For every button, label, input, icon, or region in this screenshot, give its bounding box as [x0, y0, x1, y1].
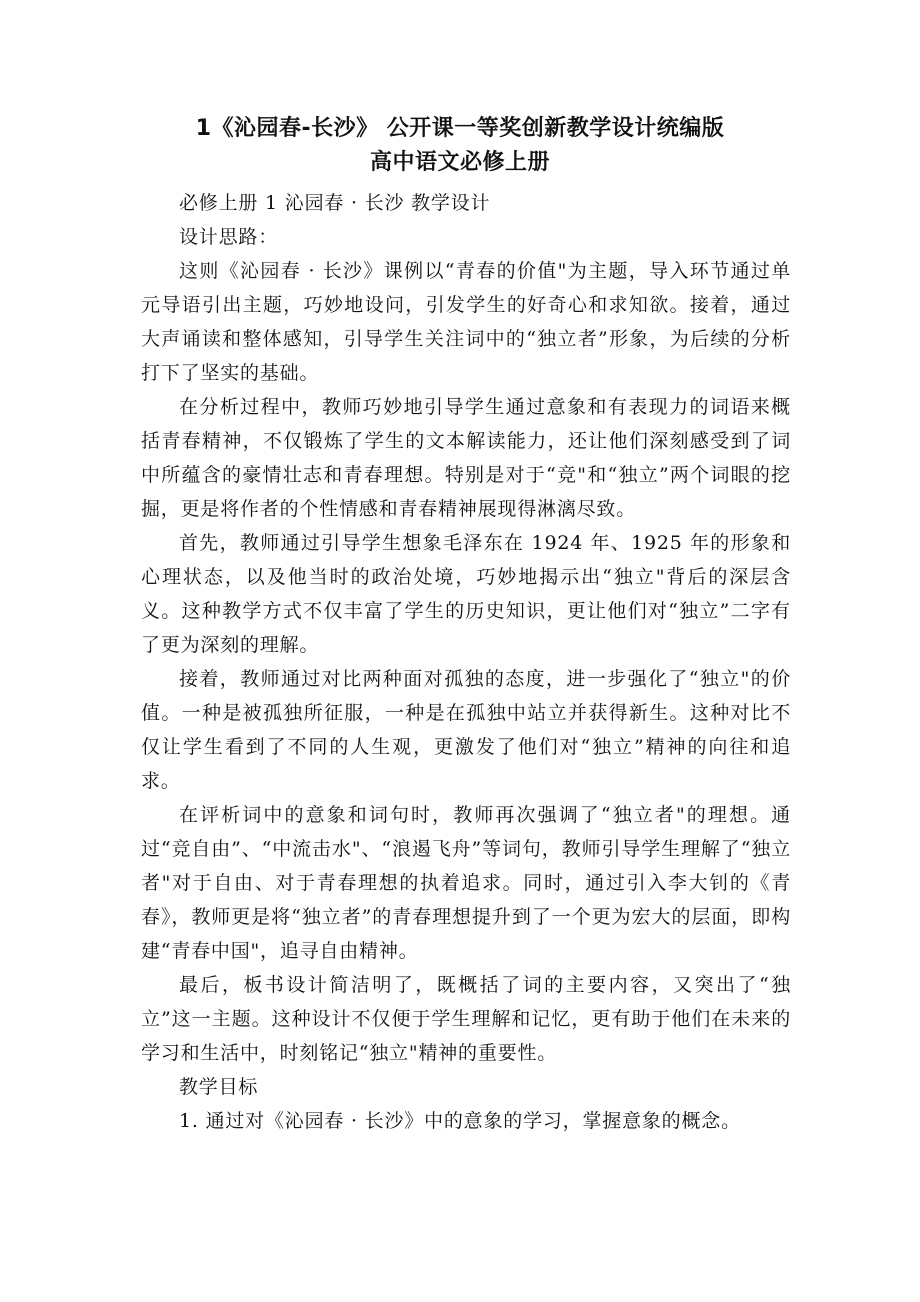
paragraph: 这则《沁园春 · 长沙》课例以“青春的价值"为主题，导入环节通过单元导语引出主题，巧妙地设问，引发学生的好奇心和求知欲。接着，通过大声诵读和整体感知，引导学生关注词中的“独立者”形象，为后续的分析打下了坚实的基础。: [141, 260, 791, 384]
paragraph: 接着，教师通过对比两种面对孤独的态度，进一步强化了“独立"的价值。一种是被孤独所征服，一种是在孤独中站立并获得新生。这种对比不仅让学生看到了不同的人生观，更激发了他们对“独立”精神的向往和追求。: [141, 668, 791, 792]
subtitle: 必修上册 1 沁园春 · 长沙 教学设计: [179, 192, 491, 214]
paragraph: 首先，教师通过引导学生想象毛泽东在 1924 年、1925 年的形象和心理状态，以及他当时的政治处境，巧妙地揭示出“独立"背后的深层含义。这种教学方式不仅丰富了学生的历史知识，更让他们对“独立”二字有了更为深刻的理解。: [141, 532, 791, 656]
title-line-2: 高中语文必修上册: [369, 150, 550, 175]
section-heading-design: 设计思路：: [179, 226, 279, 248]
section-heading-goals: 教学目标: [179, 1076, 259, 1098]
paragraph: 在分析过程中，教师巧妙地引导学生通过意象和有表现力的词语来概括青春精神，不仅锻炼了学生的文本解读能力，还让他们深刻感受到了词中所蕴含的豪情壮志和青春理想。特别是对于“竞"和“独立”两个词眼的挖掘，更是将作者的个性情感和青春精神展现得淋漓尽致。: [141, 396, 791, 520]
document-title: [0, 112, 920, 180]
paragraph: 在评析词中的意象和词句时，教师再次强调了“独立者"的理想。通过“竞自由”、“中流击水"、“浪遏飞舟”等词句，教师引导学生理解了“独立者"对于自由、对于青春理想的执着追求。同时，通过引入李大钊的《青春》，教师更是将“独立者”的青春理想提升到了一个更为宏大的层面，即构建“青春中国"，追寻自由精神。: [141, 804, 791, 962]
title-line-1: 1《沁园春-长沙》 公开课一等奖创新教学设计统编版: [195, 116, 725, 141]
paragraph: 最后，板书设计简洁明了，既概括了词的主要内容，又突出了“独立”这一主题。这种设计不仅便于学生理解和记忆，更有助于他们在未来的学习和生活中，时刻铭记“独立"精神的重要性。: [141, 974, 791, 1064]
document-body: [141, 186, 791, 1138]
goal-item: 1. 通过对《沁园春 · 长沙》中的意象的学习，掌握意象的概念。: [179, 1110, 741, 1132]
